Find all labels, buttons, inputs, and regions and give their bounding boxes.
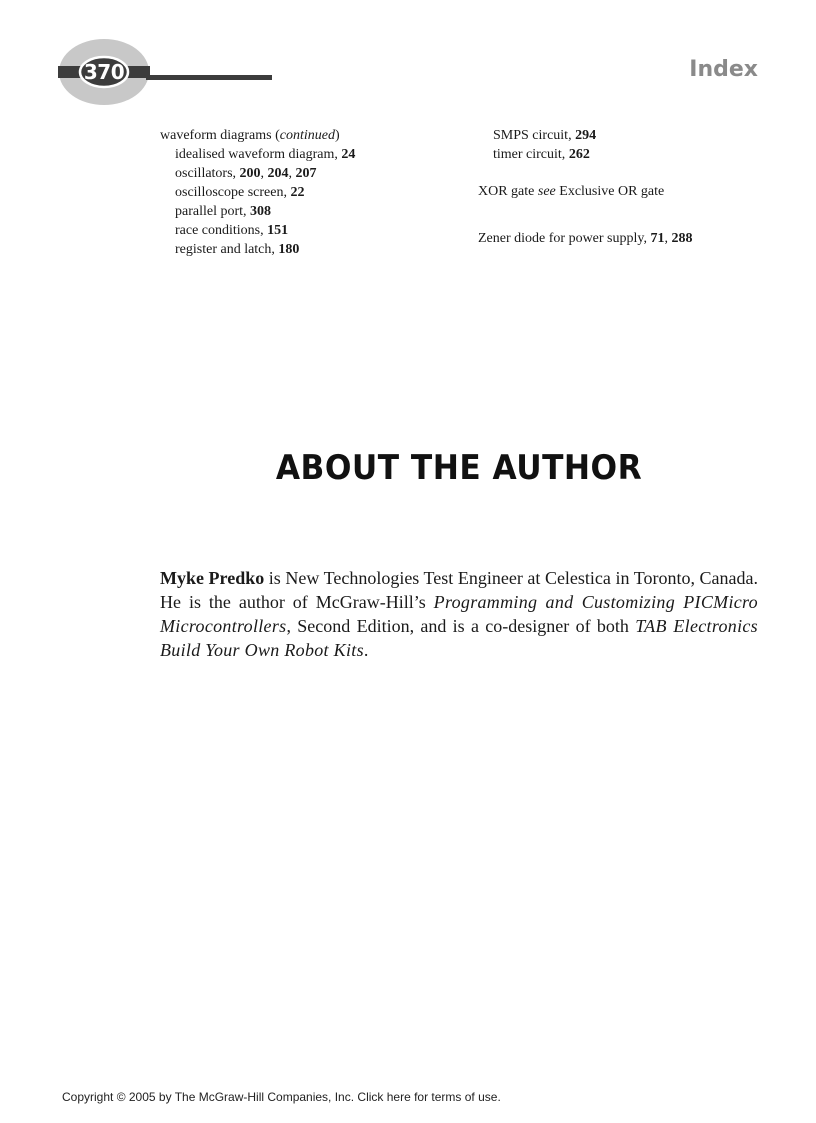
page-number: 370 (83, 60, 125, 84)
index-entry: idealised waveform diagram, 24 (175, 147, 356, 162)
index-column-right (478, 126, 778, 248)
author-name: Myke Predko (160, 568, 265, 588)
book-title: Programming and Customizing PICMicro Microcontrollers (160, 592, 758, 636)
index-heading-zener: Zener diode for power supply, 71, 288 (478, 231, 693, 246)
index-entry: SMPS circuit, 294 (493, 128, 597, 143)
index-entry: race conditions, 151 (175, 223, 289, 238)
section-title: Index (689, 57, 758, 82)
header-rule (146, 75, 272, 80)
book-title: TAB Electronics Build Your Own Robot Kits (160, 616, 758, 660)
about-author-title: ABOUT THE AUTHOR (275, 448, 643, 488)
index-entry: oscilloscope screen, 22 (175, 185, 305, 200)
index-heading: waveform diagrams (continued) (160, 128, 340, 143)
index-heading-xor: XOR gate see Exclusive OR gate (478, 184, 665, 199)
index-column-left (160, 126, 460, 259)
index-entry: oscillators, 200, 204, 207 (175, 166, 317, 181)
index-entry: parallel port, 308 (175, 204, 272, 219)
copyright-notice[interactable]: Copyright © 2005 by The McGraw-Hill Companies, Inc. Click here for terms of use. (62, 1090, 501, 1104)
badge-band-left (58, 66, 82, 78)
index-entry: register and latch, 180 (175, 242, 300, 257)
page-header (0, 0, 816, 120)
index-entry: timer circuit, 262 (493, 147, 590, 162)
author-bio: Myke Predko is New Technologies Test Engineer at Celestica in Toronto, Canada. He is the author of McGraw-Hill’s Programming and Customizing PICMicro Microcontrollers, Second Edition, and is a co-designer of both TAB Electronics Build Your Own Robot Kits. (160, 568, 758, 660)
